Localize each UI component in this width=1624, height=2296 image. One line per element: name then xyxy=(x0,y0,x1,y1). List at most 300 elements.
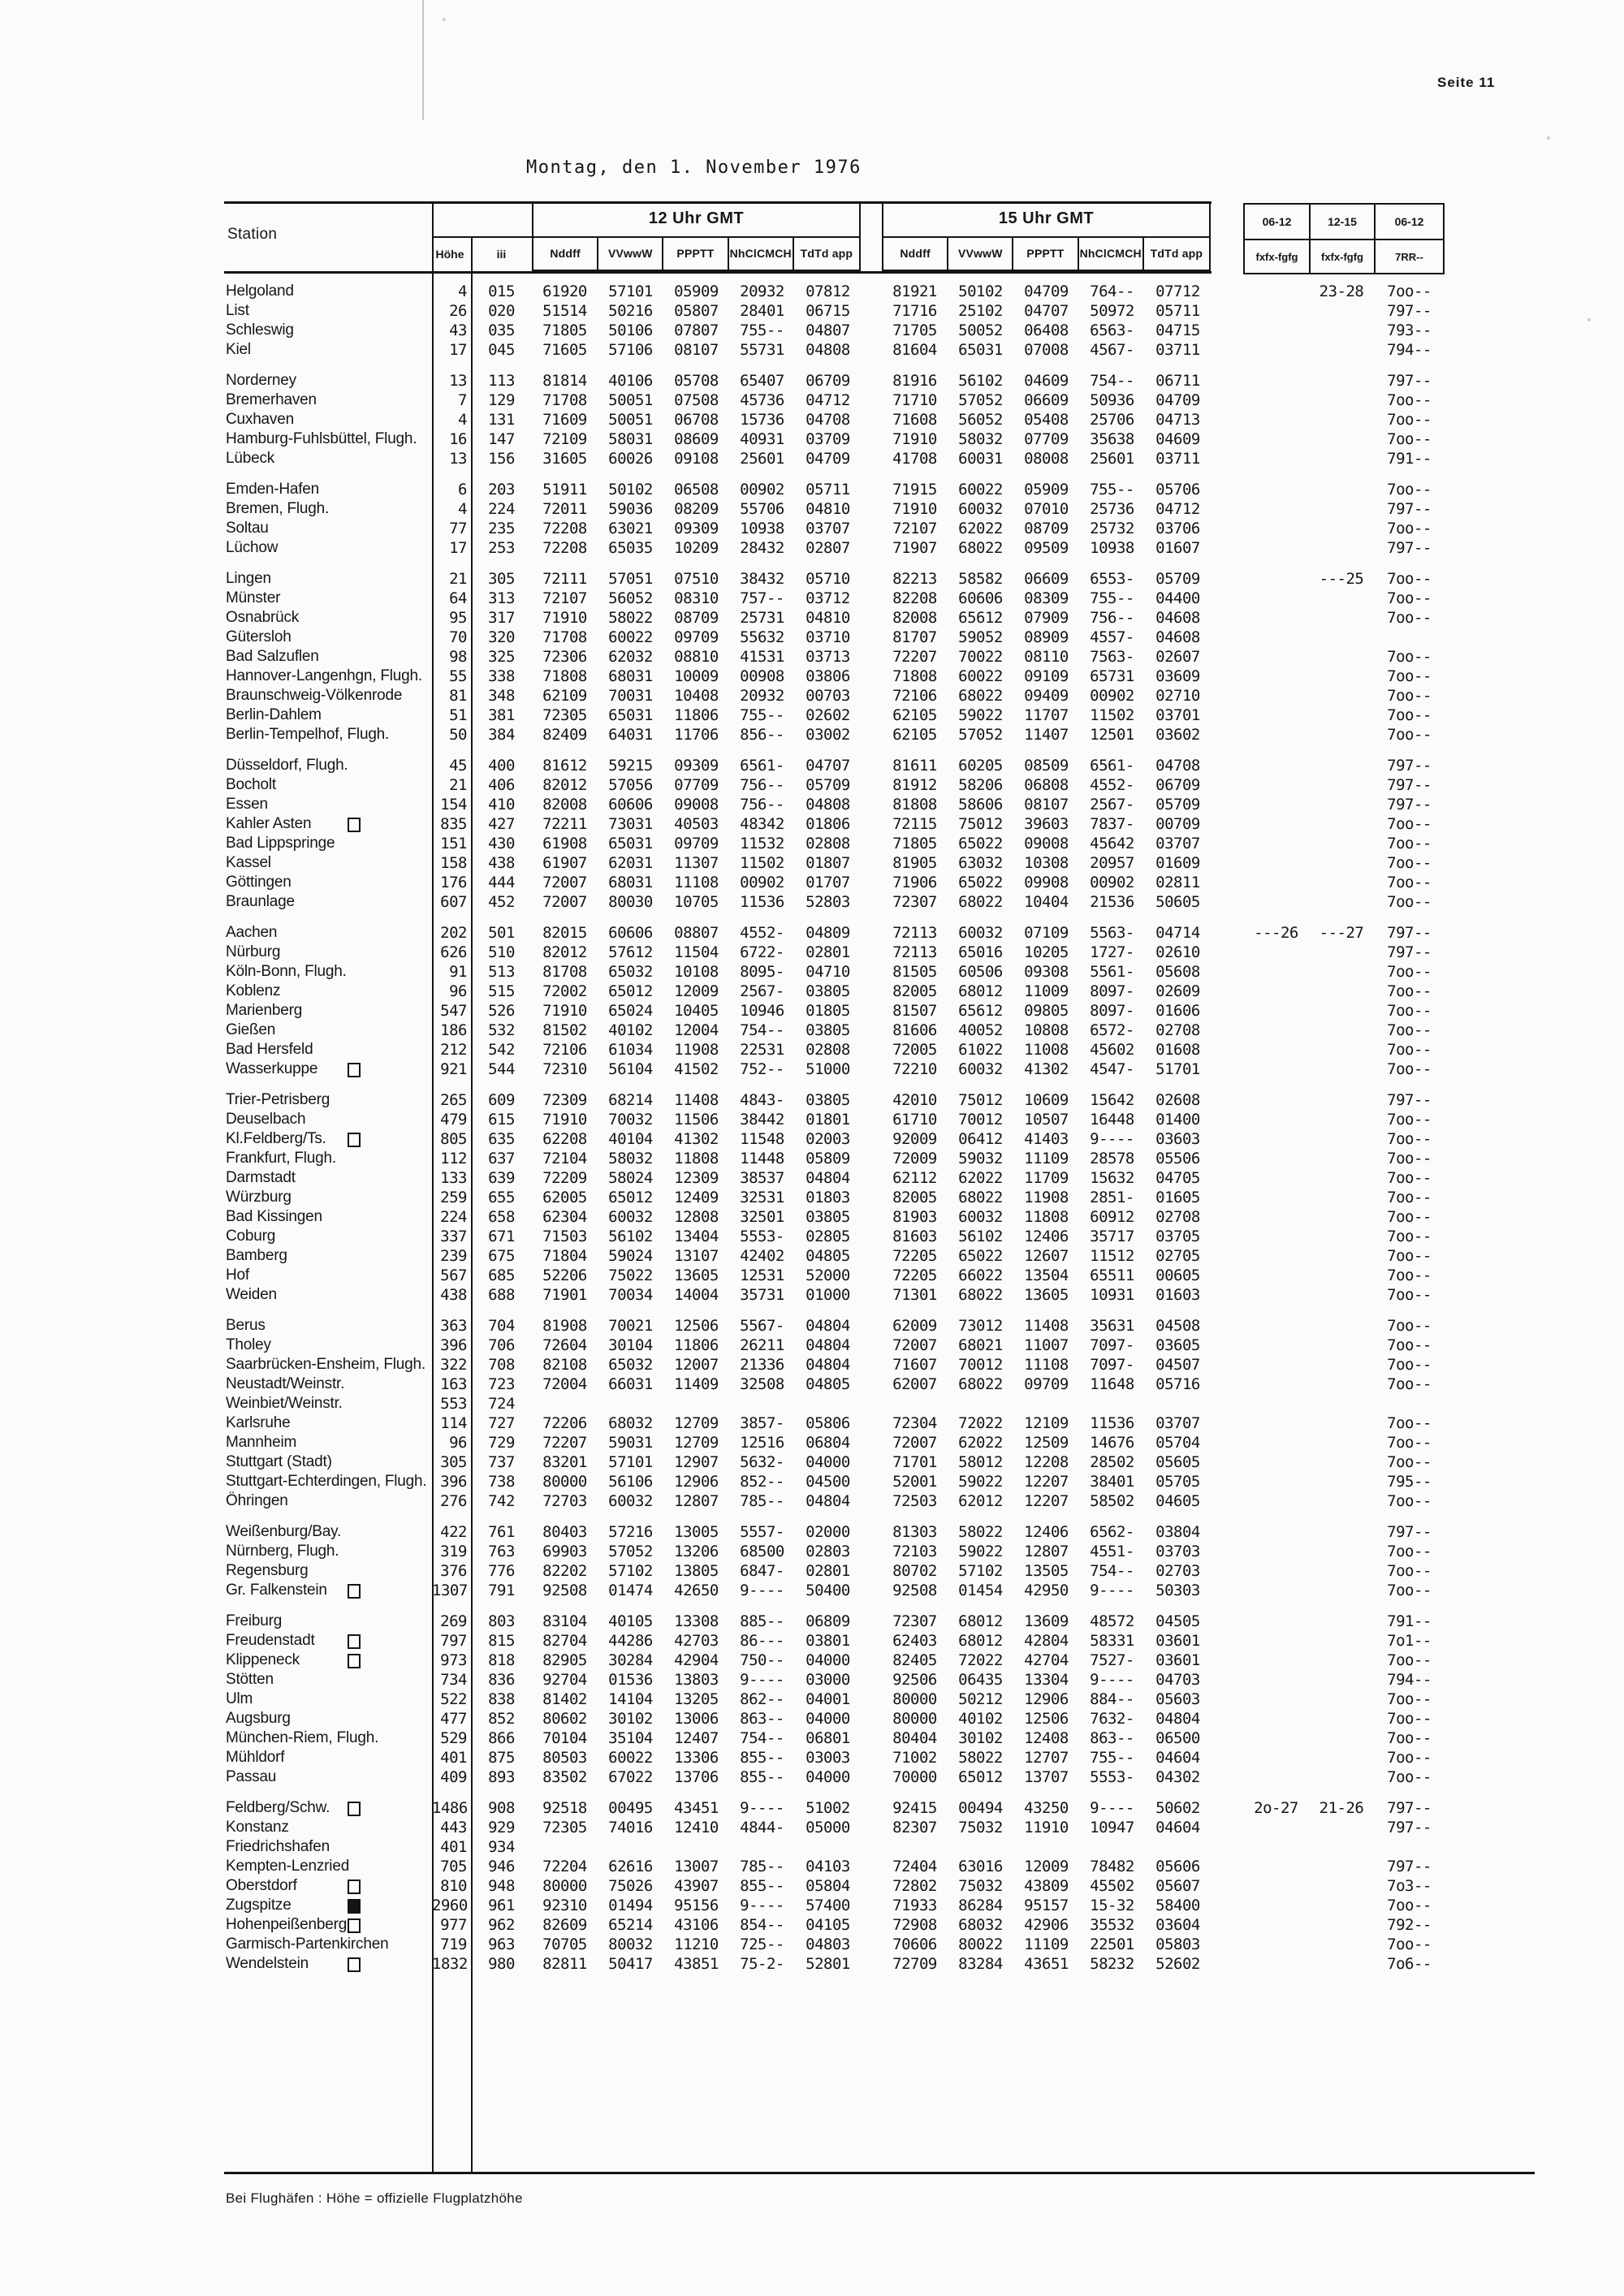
obs-15h-ppptt xyxy=(1013,1837,1079,1857)
station-name: Gütersloh xyxy=(226,628,292,645)
obs-12h-nddff: 80403 xyxy=(542,1523,587,1541)
obs-12h-nddff: 70705 xyxy=(542,1936,587,1953)
obs-15h-clouds: 755-- xyxy=(1090,589,1134,607)
column-gap xyxy=(1211,1246,1243,1266)
wind-extreme-06-12 xyxy=(1243,1316,1309,1336)
obs-12h-vvwww: 61034 xyxy=(608,1041,653,1059)
obs-12h-clouds: 32508 xyxy=(740,1375,784,1393)
obs-15h-ppptt: 04709 xyxy=(1024,283,1069,300)
obs-12h-ppptt: 11108 xyxy=(674,874,719,891)
precip-7rr: 7oo-- xyxy=(1387,1562,1432,1580)
precip-7rr: 797-- xyxy=(1387,372,1432,390)
obs-15h-tdtd: 05506 xyxy=(1155,1150,1200,1167)
obs-15h-tdtd: 03711 xyxy=(1155,450,1200,468)
wind-extreme-06-12 xyxy=(1243,321,1309,340)
obs-12h-vvwww: 59036 xyxy=(608,500,653,518)
obs-12h-vvwww: 70021 xyxy=(608,1317,653,1335)
obs-15h-nddff: 81905 xyxy=(892,854,937,872)
obs-12h-ppptt: 06708 xyxy=(674,411,719,429)
obs-15h-vvwww: 66022 xyxy=(958,1267,1003,1284)
precip-7rr: 7oo-- xyxy=(1387,1651,1432,1669)
obs-15h-clouds: 60912 xyxy=(1090,1208,1134,1226)
obs-15h-vvwww: 57052 xyxy=(958,391,1003,409)
obs-15h-vvwww: 70012 xyxy=(958,1356,1003,1374)
obs-15h-tdtd: 02708 xyxy=(1155,1208,1200,1226)
column-gap xyxy=(861,1690,882,1709)
obs-12h-ppptt: 13805 xyxy=(674,1562,719,1580)
obs-12h-ppptt: 13308 xyxy=(674,1612,719,1630)
obs-12h-tdtd: 04810 xyxy=(806,500,850,518)
precip-7rr: 7oo-- xyxy=(1387,1749,1432,1767)
obs-12h-ppptt: 11806 xyxy=(674,706,719,724)
table-row xyxy=(224,943,1445,962)
column-gap xyxy=(861,1285,882,1305)
table-row xyxy=(224,282,1445,301)
obs-12h-tdtd: 04710 xyxy=(806,963,850,981)
obs-12h-tdtd: 02808 xyxy=(806,1041,850,1059)
precip-7rr: 797-- xyxy=(1387,757,1432,775)
open-square-icon xyxy=(348,1880,361,1894)
obs-12h-nddff: 72309 xyxy=(542,1091,587,1109)
table-row xyxy=(224,1542,1445,1561)
wind-extreme-12-15 xyxy=(1309,982,1374,1001)
obs-12h-vvwww: 60032 xyxy=(608,1208,653,1226)
wind-extreme-06-12 xyxy=(1243,589,1309,608)
obs-15h-ppptt: 12707 xyxy=(1024,1749,1069,1767)
obs-12h-ppptt: 09309 xyxy=(674,520,719,537)
open-square-icon xyxy=(348,1918,361,1933)
obs-15h-clouds: 11648 xyxy=(1090,1375,1134,1393)
table-row xyxy=(224,1472,1445,1491)
precip-7rr xyxy=(1374,1837,1445,1857)
obs-15h-vvwww: 60032 xyxy=(958,1060,1003,1078)
obs-15h-vvwww: 72022 xyxy=(958,1651,1003,1669)
station-name: Weiden xyxy=(226,1286,277,1303)
obs-12h-clouds: 4844- xyxy=(740,1819,784,1836)
column-gap xyxy=(861,982,882,1001)
obs-15h-clouds: 5561- xyxy=(1090,963,1134,981)
table-row xyxy=(224,1612,1445,1631)
station-index: 338 xyxy=(488,667,515,685)
obs-12h-tdtd: 04808 xyxy=(806,341,850,359)
wind-extreme-12-15 xyxy=(1309,1021,1374,1040)
hoehe-column-header: Höhe xyxy=(435,248,464,261)
station-height: 977 xyxy=(440,1916,467,1934)
obs-12h-vvwww xyxy=(598,1394,663,1413)
station-height: 401 xyxy=(440,1749,467,1767)
obs-15h-ppptt: 11709 xyxy=(1024,1169,1069,1187)
station-height: 96 xyxy=(449,1434,467,1452)
station-index: 532 xyxy=(488,1021,515,1039)
obs-15h-tdtd: 05711 xyxy=(1155,302,1200,320)
column-gap xyxy=(861,608,882,628)
station-index: 129 xyxy=(488,391,515,409)
obs-15h-tdtd: 02608 xyxy=(1155,1091,1200,1109)
obs-15h-clouds: 28578 xyxy=(1090,1150,1134,1167)
column-gap xyxy=(861,1001,882,1021)
wind-extreme-12-15 xyxy=(1309,1188,1374,1207)
column-gap xyxy=(1211,1935,1243,1954)
station-height: 4 xyxy=(458,411,467,429)
obs-12h-clouds: 855-- xyxy=(740,1768,784,1786)
table-row xyxy=(224,1060,1445,1079)
wind-extreme-12-15 xyxy=(1309,1818,1374,1837)
station-height: 4 xyxy=(458,500,467,518)
obs-12h-clouds: 754-- xyxy=(740,1021,784,1039)
obs-12h-clouds: 785-- xyxy=(740,1858,784,1875)
obs-12h-ppptt: 11408 xyxy=(674,1091,719,1109)
obs-12h-tdtd xyxy=(795,1837,861,1857)
wind-extreme-12-15 xyxy=(1309,1452,1374,1472)
obs-15h-ppptt: 09709 xyxy=(1024,1375,1069,1393)
obs-12h-tdtd: 04709 xyxy=(806,450,850,468)
wind-extreme-06-12 xyxy=(1243,725,1309,744)
obs-12h-tdtd: 06809 xyxy=(806,1612,850,1630)
precip-7rr: 7oo-- xyxy=(1387,1002,1432,1020)
obs-12h-tdtd: 04712 xyxy=(806,391,850,409)
wind-extreme-06-12 xyxy=(1243,1355,1309,1375)
scan-fold-artifact xyxy=(422,0,424,120)
obs-12h-vvwww: 60606 xyxy=(608,796,653,814)
obs-15h-tdtd: 04708 xyxy=(1155,757,1200,775)
obs-15h-nddff: 72404 xyxy=(892,1858,937,1875)
obs-12h-clouds: 11448 xyxy=(740,1150,784,1167)
obs-15h-clouds: 4567- xyxy=(1090,341,1134,359)
obs-12h-tdtd: 05809 xyxy=(806,1150,850,1167)
column-gap xyxy=(1211,1915,1243,1935)
wind-extreme-06-12 xyxy=(1243,1394,1309,1413)
obs-15h-vvwww: 65022 xyxy=(958,835,1003,852)
obs-12h-ppptt: 05708 xyxy=(674,372,719,390)
obs-12h-ppptt: 12807 xyxy=(674,1492,719,1510)
table-row xyxy=(224,686,1445,706)
obs-12h-ppptt: 12007 xyxy=(674,1356,719,1374)
obs-12h-vvwww: 57056 xyxy=(608,776,653,794)
precip-7rr: 7oo-- xyxy=(1387,1189,1432,1206)
obs-12h-nddff: 82905 xyxy=(542,1651,587,1669)
obs-12h-tdtd: 04804 xyxy=(806,1336,850,1354)
table-row xyxy=(224,569,1445,589)
wind-extreme-06-12 xyxy=(1243,1837,1309,1857)
wind-extreme-06-12 xyxy=(1243,1857,1309,1876)
station-name: Braunschweig-Völkenrode xyxy=(226,687,403,704)
obs-12h-vvwww: 40106 xyxy=(608,372,653,390)
obs-15h-vvwww: 65022 xyxy=(958,1247,1003,1265)
wind-extreme-06-12 xyxy=(1243,1631,1309,1651)
wind-extreme-06-12 xyxy=(1243,667,1309,686)
column-gap xyxy=(1211,282,1243,301)
precip-7rr: 7oo-- xyxy=(1387,1414,1432,1432)
hoehe-top-rule xyxy=(432,236,532,238)
station-height: 163 xyxy=(440,1375,467,1393)
obs-15h-ppptt: 08309 xyxy=(1024,589,1069,607)
obs-15h-ppptt: 12807 xyxy=(1024,1543,1069,1560)
precip-7rr: 7oo-- xyxy=(1387,893,1432,911)
table-row xyxy=(224,1651,1445,1670)
obs-15h-vvwww: 65022 xyxy=(958,874,1003,891)
column-gap xyxy=(1211,667,1243,686)
obs-12h-nddff: 71910 xyxy=(542,609,587,627)
obs-12h-nddff: 71808 xyxy=(542,667,587,685)
column-gap xyxy=(1211,853,1243,873)
obs-15h-ppptt: 09109 xyxy=(1024,667,1069,685)
obs-15h-clouds: 25736 xyxy=(1090,500,1134,518)
obs-15h-clouds: 6561- xyxy=(1090,757,1134,775)
column-gap xyxy=(861,1728,882,1748)
obs-15h-ppptt: 11808 xyxy=(1024,1208,1069,1226)
obs-15h-vvwww: 58022 xyxy=(958,1749,1003,1767)
obs-12h-vvwww: 75026 xyxy=(608,1877,653,1895)
obs-15h-tdtd: 03603 xyxy=(1155,1130,1200,1148)
station-index: 305 xyxy=(488,570,515,588)
obs-12h-clouds: 11536 xyxy=(740,893,784,911)
station-group xyxy=(224,756,1445,912)
table-row xyxy=(224,1021,1445,1040)
obs-15h-nddff: 80000 xyxy=(892,1690,937,1708)
table-row xyxy=(224,1857,1445,1876)
obs-15h-clouds: 7632- xyxy=(1090,1710,1134,1728)
obs-15h-vvwww: 63016 xyxy=(958,1858,1003,1875)
obs-15h-ppptt: 13609 xyxy=(1024,1612,1069,1630)
station-height: 921 xyxy=(440,1060,467,1078)
obs-15h-vvwww: 60031 xyxy=(958,450,1003,468)
station-name: Tholey xyxy=(226,1336,271,1353)
obs-15h-tdtd: 05606 xyxy=(1155,1858,1200,1875)
wind-extreme-12-15 xyxy=(1309,1040,1374,1060)
obs-15h-clouds: 35717 xyxy=(1090,1228,1134,1245)
wind-extreme-06-12 xyxy=(1243,1748,1309,1767)
column-gap xyxy=(1211,1954,1243,1974)
obs-12h-tdtd: 01707 xyxy=(806,874,850,891)
station-height: 43 xyxy=(449,322,467,339)
obs-15h-ppptt: 10205 xyxy=(1024,943,1069,961)
wind-extreme-06-12 xyxy=(1243,1767,1309,1787)
wind-extreme-12-15 xyxy=(1309,1651,1374,1670)
obs-15h-nddff: 72106 xyxy=(892,687,937,705)
obs-15h-ppptt: 09509 xyxy=(1024,539,1069,557)
station-height: 337 xyxy=(440,1228,467,1245)
precip-7rr: 794-- xyxy=(1387,1671,1432,1689)
obs-12h-nddff: 72604 xyxy=(542,1336,587,1354)
station-height: 719 xyxy=(440,1936,467,1953)
wind-extreme-06-12 xyxy=(1243,1876,1309,1896)
station-index: 727 xyxy=(488,1414,515,1432)
obs-15h-nddff: 71915 xyxy=(892,481,937,498)
obs-12h-vvwww: 65012 xyxy=(608,982,653,1000)
station-height: 158 xyxy=(440,854,467,872)
obs-12h-ppptt: 10408 xyxy=(674,687,719,705)
station-index: 635 xyxy=(488,1130,515,1148)
obs-12h-ppptt xyxy=(663,1394,729,1413)
obs-15h-nddff xyxy=(882,1394,948,1413)
column-gap xyxy=(861,725,882,744)
obs-15h-clouds: 00902 xyxy=(1090,687,1134,705)
obs-15h-nddff: 72503 xyxy=(892,1492,937,1510)
obs-15h-nddff: 72210 xyxy=(892,1060,937,1078)
column-gap xyxy=(861,1491,882,1511)
station-index: 738 xyxy=(488,1473,515,1491)
station-height: 835 xyxy=(440,815,467,833)
obs-15h-ppptt: 42704 xyxy=(1024,1651,1069,1669)
column-gap xyxy=(1211,1798,1243,1818)
station-name: Berlin-Dahlem xyxy=(226,706,322,723)
table-row xyxy=(224,1168,1445,1188)
station-height: 45 xyxy=(449,757,467,775)
obs-12h-clouds: 6847- xyxy=(740,1562,784,1580)
obs-15h-tdtd: 05706 xyxy=(1155,481,1200,498)
obs-15h-vvwww: 62022 xyxy=(958,520,1003,537)
column-gap xyxy=(1211,1651,1243,1670)
obs-12h-clouds: 11532 xyxy=(740,835,784,852)
table-row xyxy=(224,1336,1445,1355)
obs-12h-ppptt: 12906 xyxy=(674,1473,719,1491)
obs-15h-clouds: 16448 xyxy=(1090,1111,1134,1129)
table-row xyxy=(224,480,1445,499)
obs-15h-nddff: 71607 xyxy=(892,1356,937,1374)
obs-15h-nddff: 62403 xyxy=(892,1632,937,1650)
obs-15h-clouds: 11502 xyxy=(1090,706,1134,724)
obs-15h-nddff: 72107 xyxy=(892,520,937,537)
column-gap xyxy=(1211,321,1243,340)
obs-12h-ppptt: 09008 xyxy=(674,796,719,814)
obs-12h-tdtd: 02801 xyxy=(806,1562,850,1580)
obs-12h-tdtd: 04707 xyxy=(806,757,850,775)
station-index: 427 xyxy=(488,815,515,833)
wind-extreme-12-15 xyxy=(1309,1336,1374,1355)
obs-15h-vvwww: 68022 xyxy=(958,1189,1003,1206)
obs-15h-nddff: 81912 xyxy=(892,776,937,794)
obs-12h-tdtd: 03806 xyxy=(806,667,850,685)
station-name: Cuxhaven xyxy=(226,411,294,428)
column-gap xyxy=(861,480,882,499)
obs-12h-tdtd: 01806 xyxy=(806,815,850,833)
obs-12h-tdtd: 04708 xyxy=(806,411,850,429)
station-index: 688 xyxy=(488,1286,515,1304)
station-name: Nürburg xyxy=(226,943,281,960)
obs-15h-ppptt: 12906 xyxy=(1024,1690,1069,1708)
precip-7rr: 7oo-- xyxy=(1387,1492,1432,1510)
obs-15h-tdtd: 03605 xyxy=(1155,1336,1200,1354)
wind-extreme-06-12 xyxy=(1243,1542,1309,1561)
obs-15h-vvwww: 75032 xyxy=(958,1877,1003,1895)
obs-15h-tdtd: 02607 xyxy=(1155,648,1200,666)
station-index: 836 xyxy=(488,1671,515,1689)
obs-12h-ppptt: 12004 xyxy=(674,1021,719,1039)
station-index: 815 xyxy=(488,1632,515,1650)
obs-15h-vvwww: 56052 xyxy=(958,411,1003,429)
obs-15h-vvwww: 50052 xyxy=(958,322,1003,339)
obs-12h-clouds: 22531 xyxy=(740,1041,784,1059)
station-index: 035 xyxy=(488,322,515,339)
station-name: München-Riem, Flugh. xyxy=(226,1729,379,1746)
col-header-clouds: NhClCMCH xyxy=(729,236,794,270)
precip-7rr: 7oo-- xyxy=(1387,1267,1432,1284)
obs-15h-tdtd: 03604 xyxy=(1155,1916,1200,1934)
obs-15h-nddff: 82005 xyxy=(892,1189,937,1206)
obs-12h-nddff: 70104 xyxy=(542,1729,587,1747)
column-gap xyxy=(861,1246,882,1266)
precip-7rr: 7oo-- xyxy=(1387,411,1432,429)
obs-15h-vvwww: 65612 xyxy=(958,609,1003,627)
precip-7rr: 7oo-- xyxy=(1387,1375,1432,1393)
wind-extreme-12-15 xyxy=(1309,1612,1374,1631)
obs-15h-clouds: 7097- xyxy=(1090,1356,1134,1374)
table-row xyxy=(224,1001,1445,1021)
wind-extreme-12-15 xyxy=(1309,519,1374,538)
filled-square-icon xyxy=(348,1899,361,1914)
obs-15h-ppptt: 95157 xyxy=(1024,1897,1069,1914)
obs-12h-tdtd: 03713 xyxy=(806,648,850,666)
table-row xyxy=(224,795,1445,814)
wind-extreme-06-12 xyxy=(1243,1285,1309,1305)
table-row xyxy=(224,1246,1445,1266)
col-header-vvwww: VVwwW xyxy=(598,236,663,270)
station-name: Weinbiet/Weinstr. xyxy=(226,1395,343,1412)
obs-12h-tdtd: 02003 xyxy=(806,1130,850,1148)
obs-12h-nddff: 69903 xyxy=(542,1543,587,1560)
column-gap xyxy=(1211,1581,1243,1600)
station-name: Wasserkuppe xyxy=(224,1060,432,1079)
obs-15h-clouds xyxy=(1079,1394,1145,1413)
wind-extreme-12-15 xyxy=(1309,1472,1374,1491)
obs-15h-vvwww: 68012 xyxy=(958,982,1003,1000)
station-name: Köln-Bonn, Flugh. xyxy=(226,963,347,980)
column-gap xyxy=(861,321,882,340)
obs-15h-vvwww: 68021 xyxy=(958,1336,1003,1354)
station-index: 637 xyxy=(488,1150,515,1167)
wind-extreme-12-15 xyxy=(1309,1375,1374,1394)
wind-extreme-12-15 xyxy=(1309,410,1374,429)
obs-12h-tdtd: 04804 xyxy=(806,1492,850,1510)
obs-15h-nddff: 81808 xyxy=(892,796,937,814)
obs-15h-tdtd: 01609 xyxy=(1155,854,1200,872)
wind-extreme-06-12 xyxy=(1243,449,1309,468)
col-header-12-15-wind: 12-15 xyxy=(1311,205,1376,239)
station-height: 810 xyxy=(440,1877,467,1895)
obs-15h-tdtd: 05605 xyxy=(1155,1453,1200,1471)
station-name: Osnabrück xyxy=(226,609,300,626)
obs-15h-tdtd: 04714 xyxy=(1155,924,1200,942)
wind-extreme-06-12 xyxy=(1243,1001,1309,1021)
wind-extreme-12-15 xyxy=(1309,943,1374,962)
col-header-fxfx-2: fxfx-fgfg xyxy=(1311,240,1376,273)
table-row xyxy=(224,1090,1445,1110)
station-name: Marienberg xyxy=(226,1002,303,1019)
obs-15h-vvwww: 68012 xyxy=(958,1632,1003,1650)
wind-extreme-06-12 xyxy=(1243,647,1309,667)
obs-15h-ppptt: 11009 xyxy=(1024,982,1069,1000)
obs-12h-nddff: 82409 xyxy=(542,726,587,744)
obs-12h-clouds: 00902 xyxy=(740,874,784,891)
column-gap xyxy=(1211,1728,1243,1748)
wind-extreme-06-12 xyxy=(1243,410,1309,429)
obs-12h-ppptt: 09309 xyxy=(674,757,719,775)
precip-7rr: 7oo-- xyxy=(1387,815,1432,833)
obs-12h-ppptt: 43851 xyxy=(674,1955,719,1973)
precip-7rr: 7oo-- xyxy=(1387,1897,1432,1914)
obs-12h-ppptt: 07807 xyxy=(674,322,719,339)
precip-7rr: 7oo-- xyxy=(1387,391,1432,409)
obs-12h-tdtd: 04808 xyxy=(806,796,850,814)
table-row xyxy=(224,1837,1445,1857)
wind-extreme-12-15 xyxy=(1309,834,1374,853)
wind-extreme-06-12 xyxy=(1243,1818,1309,1837)
obs-12h-ppptt: 10209 xyxy=(674,539,719,557)
precip-7rr: 7oo-- xyxy=(1387,1169,1432,1187)
station-name: Bad Lippspringe xyxy=(226,835,335,852)
station-name: Berlin-Tempelhof, Flugh. xyxy=(226,726,390,743)
station-index: 980 xyxy=(488,1955,515,1973)
